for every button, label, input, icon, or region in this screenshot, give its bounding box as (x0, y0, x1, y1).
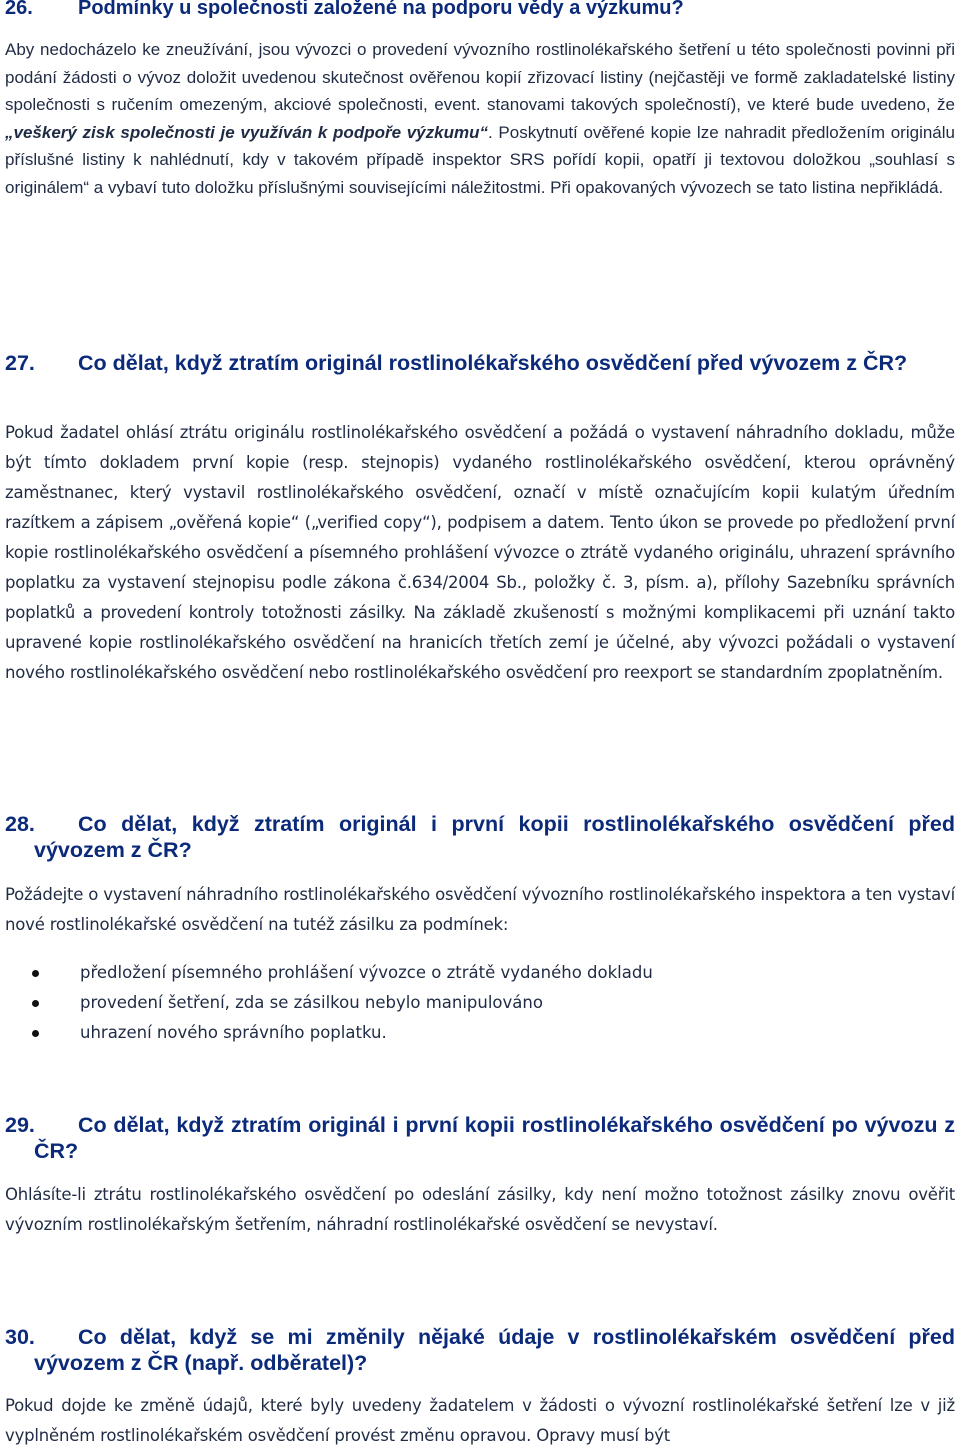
section-heading (5, 350, 955, 376)
section-30 (5, 1324, 955, 1376)
section-28-body (5, 880, 955, 940)
section-heading (5, 0, 955, 20)
section-heading (5, 811, 955, 863)
section-heading (5, 1324, 955, 1376)
list-item-text: předložení písemného prohlášení vývozce o ztrátě vydaného dokladu (80, 963, 653, 982)
bullet-icon (32, 970, 39, 977)
section-27-body (5, 418, 955, 688)
conditions-list (5, 958, 955, 1048)
paragraph-text: . Poskytnutí ověřené kopie lze nahradit předložením originálu příslušné listiny k nahlédnutí, kdy v takovém případě inspektor SRS pořídí kopii, opatří ji textovou doložkou „souhlasí s originálem“ a vybaví tuto doložku příslušnými souvisejícími náležitostmi. Při opakovaných vývozech se tato listina nepřikládá. (5, 122, 955, 197)
section-heading (5, 1112, 955, 1164)
section-paragraph (5, 36, 955, 201)
section-title: Podmínky u společnosti založené na podporu vědy a výzkumu? (78, 0, 684, 19)
section-paragraph: Pokud žadatel ohlásí ztrátu originálu rostlinolékařského osvědčení a požádá o vystavení náhradního dokladu, může být tímto dokladem první kopie (resp. stejnopis) vydaného rostlinolékařského osvědčení, kterou oprávněný zaměstnanec, který vystavil rostlinolékařského osvědčení, označí v místě označujícím kopii kulatým úředním razítkem a zápisem „ověřená kopie“ („verified copy“), podpisem a datem. Tento úkon se provede po předložení první kopie rostlinolékařského osvědčení a písemného prohlášení vývozce o ztrátě vydaného originálu, uhrazení správního poplatku za vystavení stejnopisu podle zákona č.634/2004 Sb., položky č. 3, písm. a), přílohy Sazebníku správních poplatků a provedení kontroly totožnosti zásilky. Na základě zkušeností s možnými komplikacemi při uznání takto upravené kopie rostlinolékařského osvědčení na hranicích třetích zemí je účelné, aby vývozci požádali o vystavení nového rostlinolékařského osvědčení nebo rostlinolékařského osvědčení pro reexport se standardním zpoplatněním. (5, 423, 955, 682)
bullet-icon (32, 1030, 39, 1037)
section-28-bullets (5, 958, 955, 1048)
section-26 (5, 0, 955, 20)
list-item (5, 1018, 955, 1048)
section-paragraph: Ohlásíte-li ztrátu rostlinolékařského osvědčení po odeslání zásilky, kdy není možno totožnost zásilky znovu ověřit vývozním rostlinolékařským šetřením, náhradní rostlinolékařské osvědčení se nevystaví. (5, 1185, 955, 1234)
section-title: Co dělat, když ztratím originál i první kopii rostlinolékařského osvědčení před vývozem z ČR? (34, 812, 955, 862)
section-29 (5, 1112, 955, 1164)
list-item-text: uhrazení nového správního poplatku. (80, 1023, 387, 1042)
section-28 (5, 811, 955, 863)
section-26-body (5, 36, 955, 201)
bullet-icon (32, 1000, 39, 1007)
section-30-body (5, 1391, 955, 1451)
list-item (5, 988, 955, 1018)
section-title: Co dělat, když se mi změnily nějaké údaje v rostlinolékařském osvědčení před vývozem z ČR (např. odběratel)? (34, 1325, 955, 1375)
section-number: 26. (5, 0, 33, 19)
paragraph-text: Aby nedocházelo ke zneužívání, jsou vývozci o provedení vývozního rostlinolékařského šetření u této společnosti povinni při podání žádosti o vývoz doložit uvedenou skutečnost ověřenou kopií zřizovací listiny (nejčastěji ve formě zakladatelské listiny společnosti s ručením omezeným, akciové společnosti, event. stanovami takových společností), ve které bude uvedeno, že (5, 40, 955, 114)
section-number: 29. (5, 1113, 35, 1137)
section-paragraph: Požádejte o vystavení náhradního rostlinolékařského osvědčení vývozního rostlinolékařského inspektora a ten vystaví nové rostlinolékařské osvědčení na tutéž zásilku za podmínek: (5, 885, 955, 934)
list-item (5, 958, 955, 988)
section-number: 30. (5, 1325, 35, 1349)
emphasized-quote: „veškerý zisk společnosti je využíván k podpoře výzkumu“ (5, 122, 488, 142)
section-number: 28. (5, 812, 35, 836)
section-27 (5, 350, 955, 376)
list-item-text: provedení šetření, zda se zásilkou nebylo manipulováno (80, 993, 543, 1012)
section-title: Co dělat, když ztratím originál rostlinolékařského osvědčení před vývozem z ČR? (78, 351, 908, 375)
section-title: Co dělat, když ztratím originál i první kopii rostlinolékařského osvědčení po vývozu z ČR? (34, 1113, 955, 1163)
section-29-body (5, 1180, 955, 1240)
section-number: 27. (5, 351, 35, 375)
section-paragraph: Pokud dojde ke změně údajů, které byly uvedeny žadatelem v žádosti o vývozní rostlinolékařské šetření lze v již vyplněném rostlinolékařském osvědčení provést změnu opravou. Opravy musí být (5, 1396, 955, 1445)
